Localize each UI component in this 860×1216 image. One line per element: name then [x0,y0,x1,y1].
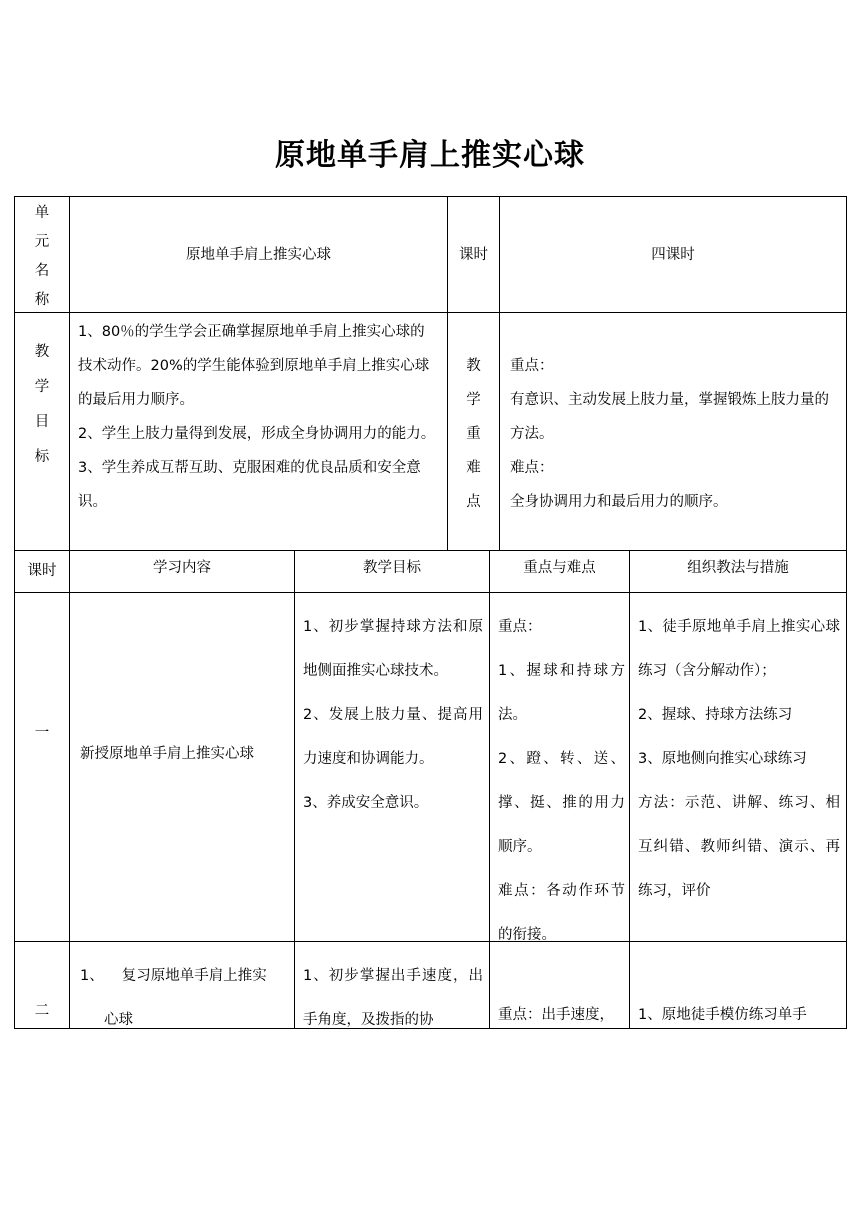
goal-line: 1、初步掌握出手速度，出手角度，及拨指的协 [303,968,483,1028]
key-line: 1、握球和持球方法。 [498,663,625,723]
header-content: 学习内容 [69,550,295,593]
content-number: 1、 [80,968,104,984]
row-keys [489,941,630,1029]
row-keys [489,592,630,942]
key-line: 重点： [510,358,554,374]
method-line: 1、徒手原地单手肩上推实心球练习（含分解动作）； [638,619,840,679]
method-line: 2、握球、持球方法练习 [638,707,793,723]
header-methods: 组织教法与措施 [629,550,847,593]
content-text: 复习原地单手肩上推实 [121,968,267,984]
goal-line: 2、学生上肢力量得到发展，形成全身协调用力的能力。 [78,426,436,442]
goal-line: 2、发展上肢力量、提高用力速度和协调能力。 [303,707,483,767]
header-goals: 教学目标 [294,550,490,593]
row-goals [294,592,490,942]
key-line: 2、蹬、转、送、撑、挺、推的用力顺序。 [498,751,625,855]
goal-line: 1、80％的学生学会正确掌握原地单手肩上推实心球的技术动作。20%的学生能体验到原地单手肩上推实心球的最后用力顺序。 [78,324,430,408]
key-line: 难点： [510,460,554,476]
key-points-label: 教 学 重 难 点 [447,312,500,551]
row-goals [294,941,490,1029]
goal-line: 3、学生养成互帮互助、克服困难的优良品质和安全意识。 [78,460,421,510]
key-line: 难点：各动作环节的衔接。 [498,883,625,943]
key-line: 有意识、主动发展上肢力量，掌握锻炼上肢力量的方法。 [510,392,829,442]
unit-name-label: 单 元 名 称 [14,196,70,313]
row-methods [629,941,847,1029]
goal-line: 1、初步掌握持球方法和原地侧面推实心球技术。 [303,619,483,679]
row-content [69,941,295,1029]
method-line: 方法：示范、讲解、练习、相互纠错、教师纠错、演示、再练习，评价 [638,795,840,899]
content-line [80,954,288,998]
unit-hours-value: 四课时 [499,196,847,313]
key-line: 重点：出手速度， [498,1007,614,1023]
goal-line: 3、养成安全意识。 [303,795,429,811]
method-line: 1、原地徒手模仿练习单手 [638,1007,807,1023]
page-title: 原地单手肩上推实心球 [275,138,585,173]
header-keys: 重点与难点 [489,550,630,593]
key-points-content [499,312,847,551]
key-line: 全身协调用力和最后用力的顺序。 [510,494,728,510]
unit-hours-label: 课时 [447,196,500,313]
row-lesson: 二 [14,941,70,1029]
method-line: 3、原地侧向推实心球练习 [638,751,807,767]
goals-content [69,312,448,551]
row-lesson: 一 [14,592,70,942]
content-line: 心球 [104,1012,133,1028]
goals-label: 教 学 目 标 [14,312,70,551]
key-line: 重点： [498,619,542,635]
header-lesson: 课时 [14,550,70,593]
row-content: 新授原地单手肩上推实心球 [69,592,295,942]
unit-name-value: 原地单手肩上推实心球 [69,196,448,313]
row-methods [629,592,847,942]
